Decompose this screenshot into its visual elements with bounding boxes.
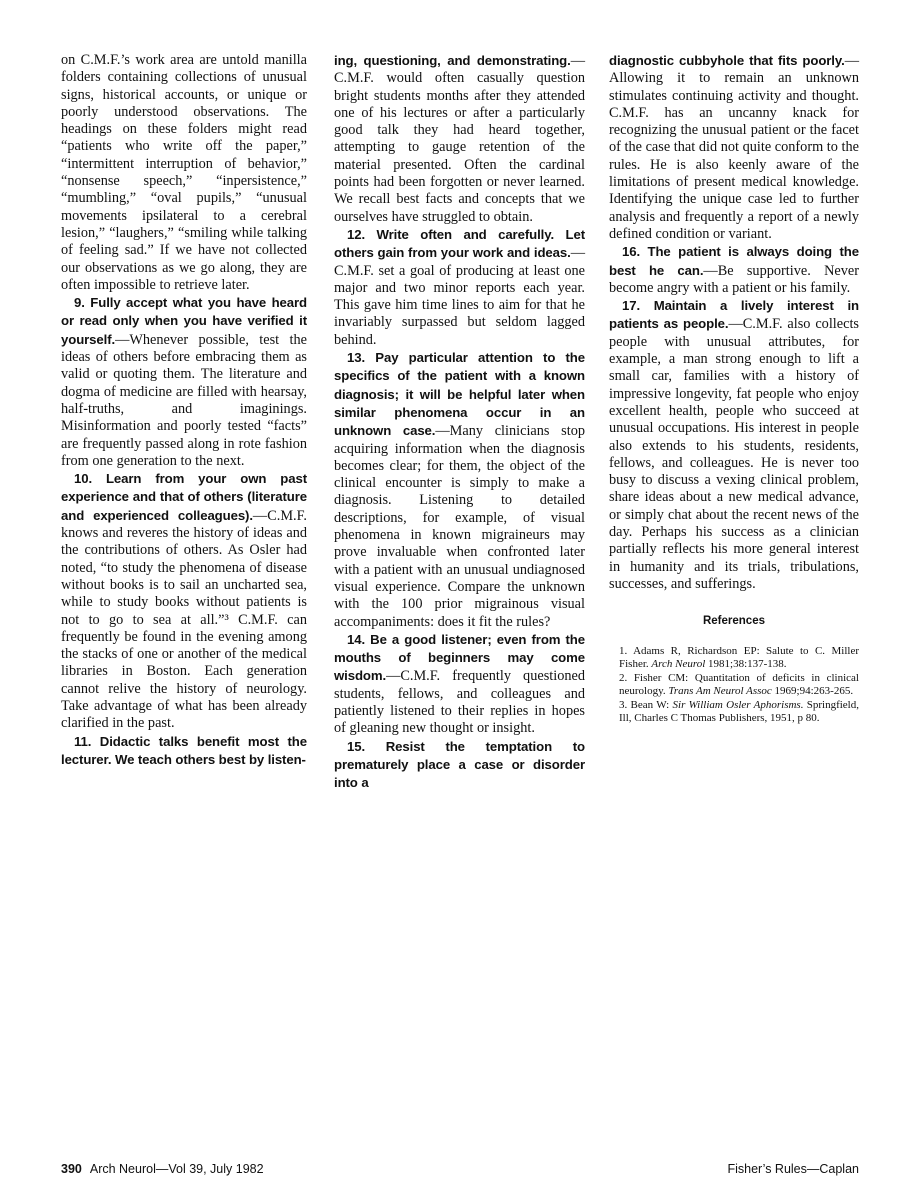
rule-10-heading: 10. Learn from your own past experience and that of others (literature and experienced colleagues). — [61, 471, 307, 523]
rule-11-cont — [334, 52, 585, 226]
rule-13-heading: 13. Pay particular attention to the specifics of the patient with a known diagnosis; it will be helpful later when similar phenomena occur in an unknown case. — [334, 350, 585, 439]
rule-14-body: —C.M.F. frequently questioned students, fellows, and colleagues and patiently listened to their replies in hopes of gleaning new thought or insight. — [334, 668, 585, 737]
reference-1-text: 1. Adams R, Richardson EP: Salute to C. Miller Fisher. — [619, 644, 859, 670]
running-title: Fisher’s Rules—Caplan — [727, 1162, 859, 1176]
rule-15-heading-cont: diagnostic cubbyhole that fits poorly. — [609, 53, 845, 68]
rule-9 — [61, 294, 307, 470]
rule-14 — [334, 631, 585, 738]
rule-9-body: —Whenever possible, test the ideas of others before embracing them as valid or quoting them. The literature and dogma of medicine are filled with hearsay, half-truths, and imaginings. Misinformation and poorly tested “facts” are frequently passed along in rote fashion from one generation to the next. — [61, 331, 307, 469]
footer-left — [61, 1162, 264, 1176]
rule-11-start — [61, 733, 307, 770]
references-heading: References — [702, 615, 765, 628]
reference-2-text: 2. Fisher CM: Quantitation of deficits in clinical neurology. — [619, 671, 859, 697]
reference-2-journal: Trans Am Neurol Assoc — [668, 685, 772, 697]
column-2 — [334, 52, 585, 792]
column-1 — [61, 52, 307, 769]
rule-12 — [334, 226, 585, 349]
rule-12-body: —C.M.F. set a goal of producing at least one major and two minor reports each year. This gave him time lines to aim for that he invariably surpassed but seldom lagged behind. — [334, 245, 585, 348]
rule-17-body: —C.M.F. also collects people with unusual attributes, for example, a man strong enough to lift a small car, families with a history of impressive longevity, fat people who enjoy excellent health, people who succeed at unusual occupations. His interest in people also extends to his students, residents, fellows, and colleagues. He is never too busy to discuss a vexing clinical problem, share ideas about a new medical advance, or simply chat about the recent news of the day. Perhaps his success as a clinician partially reflects his more general interest in humanity and its trials, tribulations, successes, and sufferings. — [609, 316, 859, 592]
rule-15-body: —Allowing it to remain an unknown stimulates continuing activity and thought. C.M.F. has an uncanny knack for recognizing the unusual patient or the facet of the case that did not quite conform to the rules. He is also keenly aware of the limitations of present medical knowledge. Identifying the unique case led to further analysis and frequently a report of a newly defined condition or variant. — [609, 53, 859, 242]
rule-9-heading: 9. Fully accept what you have heard or read only when you have verified it yourself. — [61, 295, 307, 347]
rule-13-body: —Many clinicians stop acquiring information when the diagnosis becomes clear; for them, the object of the clinical encounter is simply to make a diagnosis. Listening to detailed descriptions, for example, of visual phenomena in known migraineurs may prove invaluable when confronted later with a patient with an unusual undiagnosed visual experience. Compare the unknown with the 100 prior migrainous visual accompaniments: does it fit the rules? — [334, 423, 586, 630]
rule-11-heading: 11. Didactic talks benefit most the lecturer. We teach others best by listen- — [61, 733, 307, 767]
column-3 — [609, 52, 859, 726]
reference-1-citation: 1981;38:137-138. — [705, 658, 787, 670]
rule-17 — [609, 297, 859, 593]
reference-1 — [609, 645, 859, 672]
reference-2 — [609, 672, 859, 699]
rule-16-heading: 16. The patient is always doing the best he can. — [609, 244, 859, 278]
rule-14-heading: 14. Be a good listener; even from the mouths of beginners may come wisdom. — [334, 631, 585, 684]
rule-15-cont — [609, 52, 859, 243]
reference-1-journal: Arch Neurol — [651, 658, 706, 670]
rule-16-body: —Be supportive. Never become angry with a patient or his family. — [609, 262, 859, 296]
rule-13 — [334, 349, 585, 631]
reference-2-citation: 1969;94:263-265. — [771, 685, 854, 697]
rule-16 — [609, 243, 859, 297]
rule-12-heading: 12. Write often and carefully. Let others gain from your work and ideas. — [334, 226, 585, 261]
rule-10 — [61, 470, 307, 732]
reference-3-citation: Springfield, Ill, Charles C Thomas Publishers, 1951, p 80. — [619, 698, 859, 724]
rule-11-body: —C.M.F. would often casually question bright students months after they attended one of his lectures or after a particularly good talk they had heard together, attempting to gauge retention of the material presented. Often the cardinal points had been forgotten or never learned. We recall best facts and concepts that we ourselves have struggled to obtain. — [334, 53, 585, 225]
journal-line: Arch Neurol—Vol 39, July 1982 — [89, 1162, 264, 1176]
paragraph-continued: on C.M.F.’s work area are untold manilla folders containing collections of unusual signs, historical accounts, or unique or poorly understood observations. The headings on these folders might read “patients who write off the paper,” “intermittent interruption of behavior,” “nonsense speech,” “inpersistence,” “mumbling,” “oval pupils,” “unusual movements ipsilateral to a cerebral lesion,” “laughers,” “smiling while talking of feeling sad.” If we have not collected our observations as we go along, they are often impossible to retrieve later. — [61, 52, 307, 293]
rule-15-heading: 15. Resist the temptation to prematurely place a case or disorder into a — [334, 738, 585, 791]
reference-3-title: Sir William Osler Aphorisms. — [672, 698, 804, 711]
rule-11-heading-cont: ing, questioning, and demonstrating. — [334, 53, 571, 68]
rule-15-start — [334, 738, 585, 793]
rule-10-body: —C.M.F. knows and reveres the history of ideas and the contributions of others. As Osler had noted, “to study the phenomena of disease without books is to sail an uncharted sea, while to study books without patients is not to go to sea at all.”³ C.M.F. can frequently be found in the evening among the stacks of one or another of the medical libraries in Boston. Each generation cannot relive the history of neurology. Take advantage of what has been already clarified in the past. — [61, 507, 307, 732]
page-number: 390 — [61, 1162, 82, 1176]
rule-17-heading: 17. Maintain a lively interest in patients as people. — [609, 298, 859, 332]
reference-3-text: 3. Bean W: — [619, 698, 673, 711]
reference-3 — [609, 699, 859, 726]
